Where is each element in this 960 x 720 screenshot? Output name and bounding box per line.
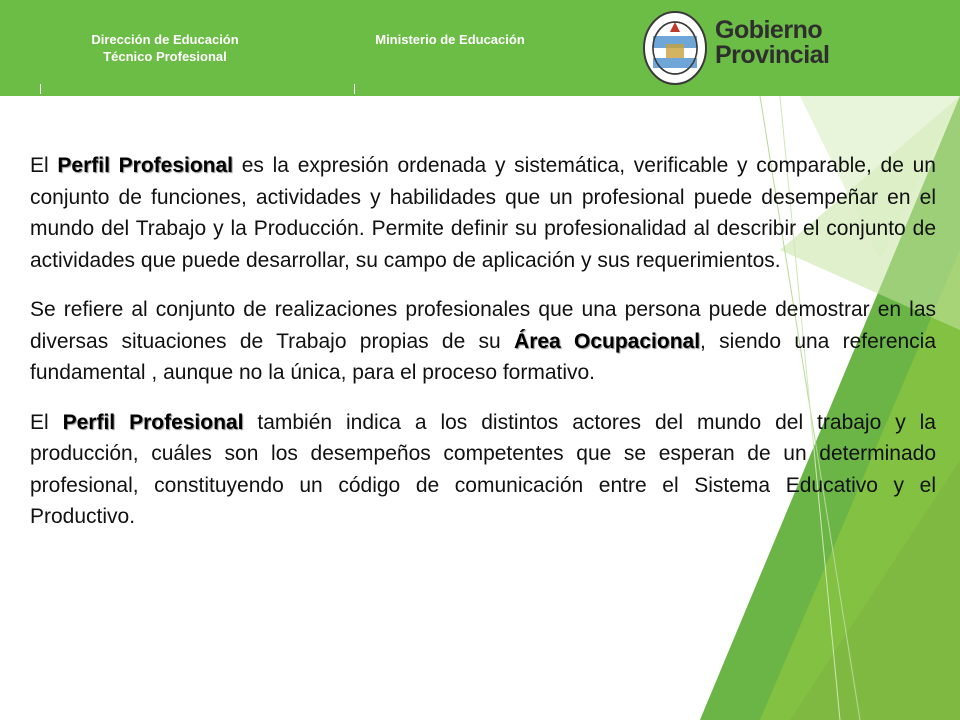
gobierno-provincial-logo: [642, 8, 832, 88]
paragraph-perfil: [30, 150, 936, 276]
p1-term-perfil-profesional: Perfil Profesional: [57, 154, 234, 177]
header-middle-title: Ministerio de Educación: [375, 32, 525, 47]
header-tick-left: [40, 84, 41, 94]
p2-term-area-ocupacional: Área Ocupacional: [514, 329, 701, 353]
main-text: [30, 150, 936, 551]
logo-text: [715, 18, 830, 68]
p1-rest: es la expresión ordenada y sistemática, verificable y comparable, de un conjunto de funciones, actividades y habilidades que un profesional puede desempeñar en el mundo del Trabajo y la Producción. Permite definir su profesionalidad al describir el conjunto de actividades que puede desarrollar, su campo de aplicación y sus requerimientos.: [30, 154, 936, 272]
corrientes-emblem-icon: [642, 8, 708, 88]
logo-line2: Provincial: [715, 41, 830, 69]
p1-start: El: [30, 154, 58, 177]
paragraph-area: [30, 294, 936, 389]
p3-rest: también indica a los distintos actores del mundo del trabajo y la producción, cuáles son los desempeños competentes que se esperan de un determinado profesional, constituyendo un código de comunicación entre el Sistema Educativo y el Productivo.: [30, 410, 936, 528]
logo-line1: Gobierno: [715, 16, 823, 44]
header-left-line2: Técnico Profesional: [103, 49, 227, 64]
header-left-line1: Dirección de Educación: [91, 32, 239, 47]
p3-start: El: [30, 410, 63, 434]
p2-start: Se refiere al conjunto de realizaciones profesionales que una persona puede demostrar en las diversas situaciones de Trabajo propias de su: [30, 298, 936, 353]
header-left-title: [50, 31, 280, 65]
paragraph-actores: [30, 407, 936, 533]
header-bar: [0, 0, 960, 96]
p2-rest: , siendo una referencia fundamental , aunque no la única, para el proceso formativo.: [30, 329, 937, 384]
header-tick-mid: [354, 84, 355, 94]
p3-term-perfil-profesional: Perfil Profesional: [62, 410, 244, 434]
